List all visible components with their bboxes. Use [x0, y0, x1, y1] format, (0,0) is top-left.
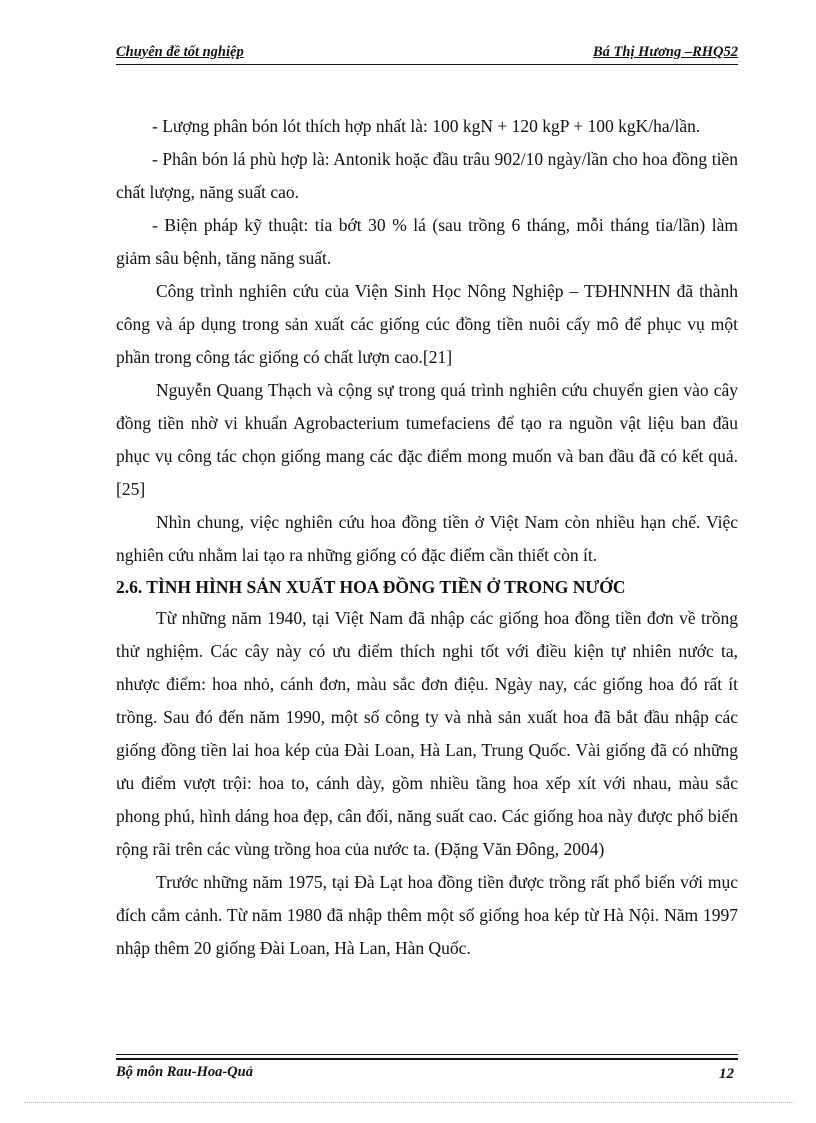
footer-rule-thin: [116, 1054, 738, 1055]
page-body: [116, 110, 738, 965]
paragraph-dalat: Trước những năm 1975, tại Đà Lạt hoa đồng tiền được trồng rất phổ biến với mục đích cắm cảnh. Từ năm 1980 đã nhập thêm một số giống hoa kép từ Hà Nội. Năm 1997 nhập thêm 20 giống Đài Loan, Hà Lan, Hàn Quốc.: [116, 872, 738, 958]
paragraph-technical-measures: - Biện pháp kỹ thuật: tỉa bớt 30 % lá (sau trồng 6 tháng, mỗi tháng tỉa/lần) làm giảm sâu bệnh, tăng năng suất.: [116, 215, 738, 268]
paragraph-summary: Nhìn chung, việc nghiên cứu hoa đồng tiền ở Việt Nam còn nhiều hạn chế. Việc nghiên cứu nhằm lai tạo ra những giống có đặc điểm cần thiết còn ít.: [116, 512, 738, 565]
page-edge-divider: [24, 1102, 794, 1103]
header-author: Bá Thị Hương –RHQ52: [593, 44, 738, 60]
paragraph-base-fertilizer: - Lượng phân bón lót thích hợp nhất là: 100 kgN + 120 kgP + 100 kgK/ha/lần.: [152, 116, 701, 136]
paragraph-institute-research: Công trình nghiên cứu của Viện Sinh Học Nông Nghiệp – TĐHNNHN đã thành công và áp dụng trong sản xuất các giống cúc đồng tiền nuôi cấy mô để phục vụ một phần trong công tác giống có chất lượn cao.[21]: [116, 281, 738, 367]
header-document-title: Chuyên đề tốt nghiệp: [116, 44, 244, 60]
page-header: [116, 44, 738, 66]
footer-rule-thick: [116, 1058, 738, 1060]
footer-department: Bộ môn Rau-Hoa-Quả: [116, 1064, 253, 1080]
paragraph-gene-transfer: Nguyễn Quang Thạch và cộng sự trong quá trình nghiên cứu chuyển gien vào cây đồng tiền nhờ vi khuẩn Agrobacterium tumefaciens để tạo ra nguồn vật liệu ban đầu phục vụ công tác chọn giống mang các đặc điểm mong muốn và ban đầu đã có kết quả.[25]: [116, 380, 738, 499]
page-number: 12: [719, 1066, 734, 1082]
section-heading: 2.6. TÌNH HÌNH SẢN XUẤT HOA ĐỒNG TIỀN Ở TRONG NƯỚC: [116, 577, 626, 597]
header-rule: [116, 64, 738, 65]
paragraph-foliar-fertilizer: - Phân bón lá phù hợp là: Antonik hoặc đầu trâu 902/10 ngày/lần cho hoa đồng tiền chất lượng, năng suất cao.: [116, 149, 738, 202]
paragraph-history-1940: Từ những năm 1940, tại Việt Nam đã nhập các giống hoa đồng tiền đơn về trồng thử nghiệm. Các cây này có ưu điểm thích nghi tốt với điều kiện tự nhiên nước ta, nhược điểm: hoa nhỏ, cánh đơn, màu sắc đơn điệu. Ngày nay, các giống hoa đó rất ít trồng. Sau đó đến năm 1990, một số công ty và nhà sản xuất hoa đã bắt đầu nhập các giống đồng tiền lai hoa kép của Đài Loan, Hà Lan, Trung Quốc. Vài giống đã có những ưu điểm vượt trội: hoa to, cánh dày, gồm nhiều tầng hoa xếp xít với nhau, màu sắc phong phú, hình dáng hoa đẹp, cân đối, năng suất cao. Các giống hoa này được phổ biến rộng rãi trên các vùng trồng hoa của nước ta. (Đặng Văn Đông, 2004): [116, 608, 738, 859]
